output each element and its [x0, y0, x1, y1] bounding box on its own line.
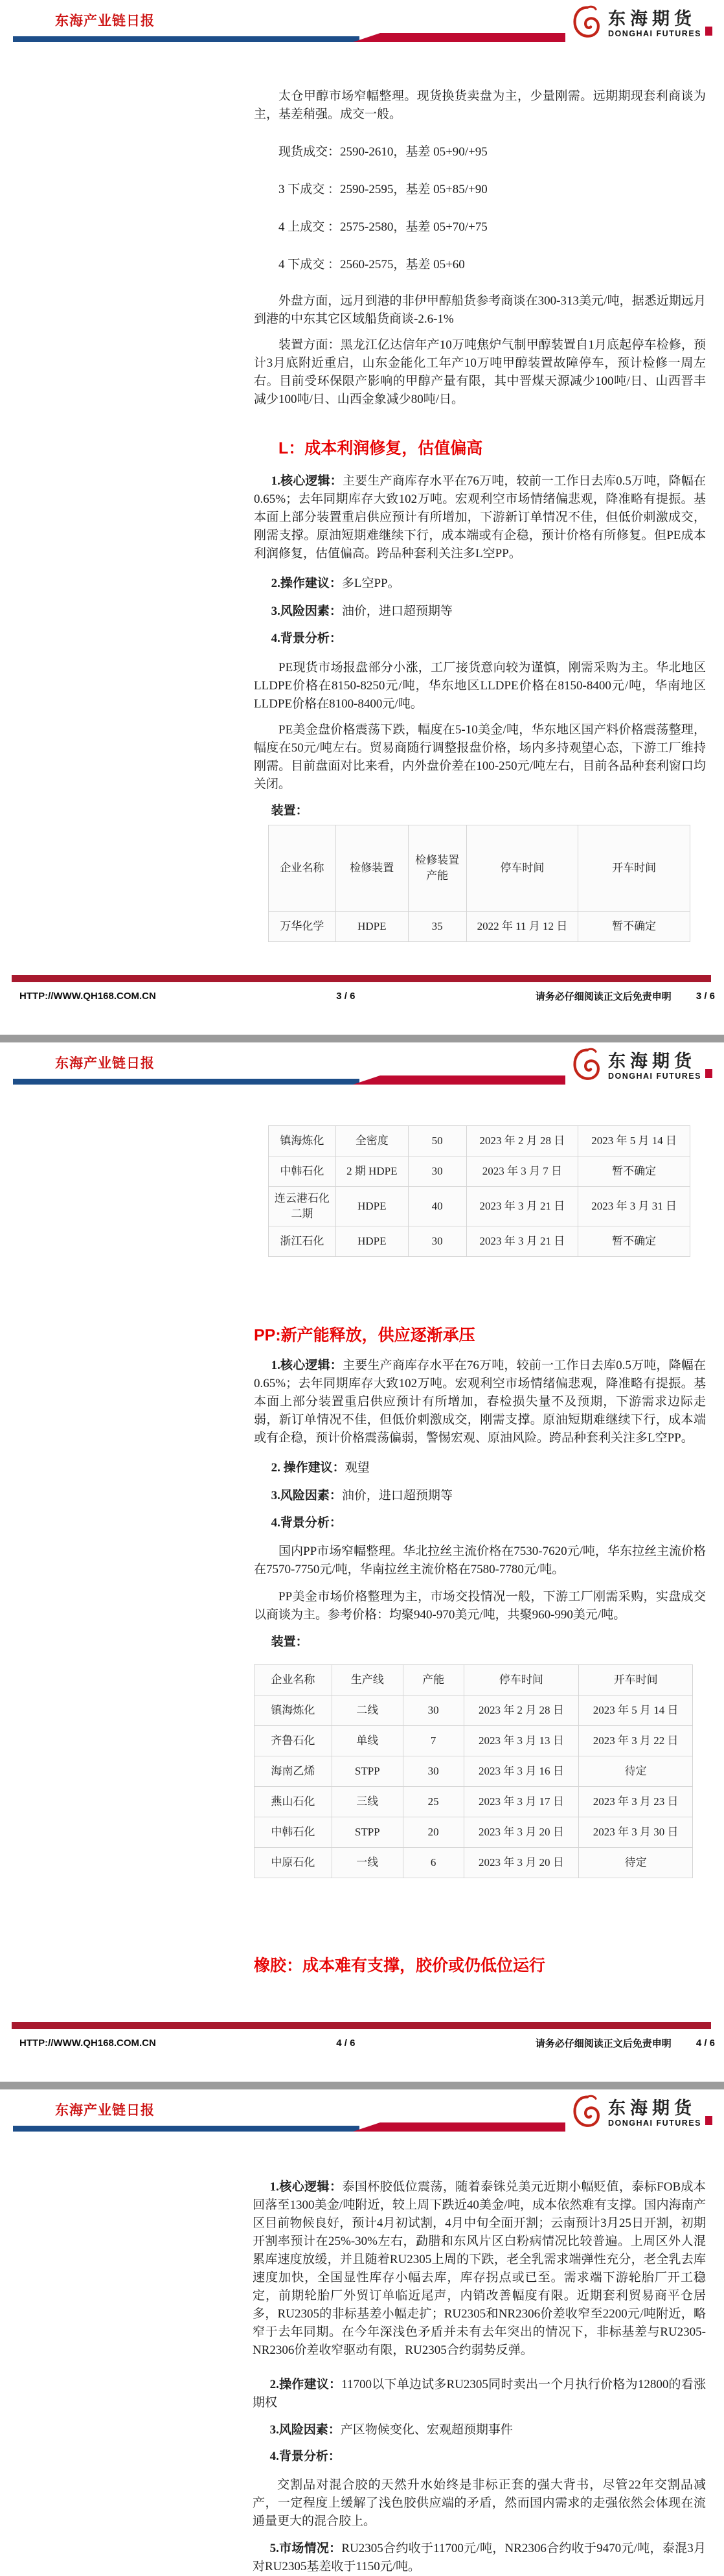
- section-title-pp: PP:新产能释放，供应逐渐承压: [254, 1326, 475, 1344]
- table-header-row: [269, 825, 690, 912]
- item-label: 1.核心逻辑：: [269, 2180, 343, 2194]
- header-rule-blue: [13, 36, 359, 42]
- table-cell: 镇海炼化: [255, 1696, 332, 1726]
- table-cell: HDPE: [335, 912, 408, 942]
- item-label: 2.操作建议：: [269, 2378, 342, 2391]
- footer-disclaimer: 请务必仔细阅读正文后免责申明: [535, 2038, 672, 2049]
- page-content: [254, 1125, 706, 1977]
- header-rule-blue: [13, 2126, 359, 2132]
- table-cell: 2023 年 3 月 7 日: [466, 1156, 578, 1187]
- table-row: [255, 1756, 693, 1787]
- table-cell: 2023 年 3 月 16 日: [464, 1756, 579, 1787]
- table-header-cell: 停车时间: [466, 825, 578, 912]
- pe-usd-paragraph: PE美金盘价格震荡下跌，幅度在5-10美金/吨，华东地区国产料价格震荡整理，幅度在50元/吨左右。贸易商随行调整报盘价格，场内多持观望心态，下游工厂维持刚需。目前盘面对比来看，内外盘价差在100-250元/吨左右，目前各品种套利窗口均关闭。: [254, 723, 706, 791]
- footer-page-number-right: 4 / 6: [696, 2038, 715, 2049]
- table-cell: 2023 年 3 月 23 日: [579, 1787, 693, 1817]
- table-cell: 7: [403, 1726, 464, 1756]
- item-label: 装置：: [271, 804, 308, 818]
- table-cell: 30: [403, 1756, 464, 1787]
- pp-usd-paragraph: PP美金市场价格整理为主，市场交投情况一般，下游工厂刚需采购，实盘成交以商谈为主。参考价格：均聚940-970美元/吨，共聚960-990美元/吨。: [254, 1590, 706, 1622]
- item-text: 产区物候变化、宏观超预期事件: [340, 2423, 513, 2437]
- item-text: 泰国杯胶低位震荡，随着泰铢兑美元近期小幅贬值，泰标FOB成本回落至1300美金/吨附近，较上周下跌近40美金/吨，成本依然难有支撑。国内海南产区目前物候良好，预计4月初试割，4月中旬全面开割；云南预计3月25日开割，初期开割率预计在25%-30%左右，勐腊和东风片区白粉病情况比较普遍。上周区外人混累库速度放缓，并且随着RU2305上周的下跌，老全乳需求端弹性充分，老全乳去库速度加快，全国显性库存小幅去库，库存拐点或已至。需求端下游轮胎厂开工稳定，前期轮胎厂外贸订单临近尾声，内销改善幅度有限。近期套利贸易商平仓居多，RU2305的非标基差小幅走扩；RU2305和NR2306价差收窄至2200元/吨附近，略窄于去年同期。在今年深浅色矛盾并未有去年突出的情况下，非标基差与RU2305-NR2306价差收窄驱动有限，RU2305合约弱势反弹。: [253, 2180, 706, 2357]
- pe-maintenance-table-continued: [268, 1125, 690, 1257]
- item-label: 4.背景分析：: [271, 1516, 342, 1530]
- item-text: 11700以下单边试多RU2305同时卖出一个月执行价格为12800的看涨期权: [253, 2378, 706, 2409]
- table-cell: STPP: [332, 1756, 403, 1787]
- pe-risk: [254, 603, 706, 621]
- logo-text: [608, 1053, 701, 1081]
- table-cell: 待定: [579, 1848, 693, 1878]
- table-header-cell: 检修装置: [335, 825, 408, 912]
- section-title-pe: L：成本利润修复，估值偏高: [278, 439, 483, 457]
- item-text: 主要生产商库存水平在76万吨，较前一工作日去库0.5万吨，降幅在0.65%；去年同期库存大致102万吨。宏观利空市场情绪偏悲观，降准略有提振。基本面上部分装置重启供应预计有所增加，春检损失量不及预期，下游需求边际走弱，新订单情况不佳，但低价刺激成交，刚需支撑。原油短期难继续下行，成本端或有企稳，预计价格震荡偏弱，警惕宏观、原油风险。跨品种套利关注多L空PP。: [254, 1359, 706, 1445]
- report-page-4: [0, 1042, 724, 2082]
- footer-text-row: [19, 989, 715, 1003]
- page-header: [0, 0, 724, 52]
- table-header-row: [255, 1665, 693, 1696]
- table-header-cell: 开车时间: [578, 825, 690, 912]
- logo-english-name: DONGHAI FUTURES: [607, 29, 701, 39]
- pp-core-logic: [254, 1357, 706, 1447]
- table-cell: 暂不确定: [578, 1226, 690, 1257]
- table-cell: 2023 年 2 月 28 日: [466, 1126, 578, 1156]
- header-rule: [13, 1075, 627, 1085]
- table-cell: 2023 年 3 月 20 日: [464, 1848, 579, 1878]
- spot-deal-line: 4 上成交 ：2575-2580，基差 05+70/+75: [278, 220, 488, 234]
- table-row: [269, 1156, 690, 1187]
- item-label: 3.风险因素：: [269, 2423, 341, 2437]
- table-cell: 2023 年 3 月 22 日: [579, 1726, 693, 1756]
- pe-maintenance-table: [268, 825, 690, 942]
- item-label: 1.核心逻辑：: [271, 474, 343, 488]
- company-logo: [565, 2092, 715, 2135]
- page-header: [0, 1042, 724, 1094]
- item-text: 油价，进口超预期等: [341, 1489, 453, 1502]
- table-row: [255, 1726, 693, 1756]
- pp-device-label: [254, 1633, 706, 1651]
- logo-chinese-name: 东海期货: [607, 9, 696, 29]
- pp-background-label: [254, 1514, 706, 1532]
- dragon-logo-icon: [571, 1046, 604, 1087]
- table-cell: 30: [408, 1156, 466, 1187]
- table-header-cell: 企业名称: [255, 1665, 332, 1696]
- rubber-background-label: [253, 2448, 706, 2466]
- spot-deal-line: 4 下成交 ：2560-2575，基差 05+60: [278, 258, 465, 271]
- table-cell: 25: [403, 1787, 464, 1817]
- report-page-5: [0, 2089, 724, 2573]
- footer-url: HTTP://WWW.QH168.COM.CN: [19, 2038, 156, 2049]
- table-row: [255, 1848, 693, 1878]
- table-cell: STPP: [332, 1817, 403, 1848]
- logo-chinese-name: 东海期货: [607, 2099, 696, 2119]
- page-separator: [0, 1035, 724, 1042]
- table-cell: 镇海炼化: [269, 1126, 336, 1156]
- rubber-advice: [253, 2376, 706, 2412]
- footer-page-number-right: 3 / 6: [696, 991, 715, 1002]
- page-header: [0, 2089, 724, 2141]
- table-row: [269, 1126, 690, 1156]
- spot-deal-line: 现货成交：2590-2610，基差 05+90/+95: [278, 145, 488, 159]
- footer-url: HTTP://WWW.QH168.COM.CN: [19, 991, 156, 1002]
- header-rule: [13, 32, 627, 43]
- table-header-cell: 生产线: [332, 1665, 403, 1696]
- report-title: 东海产业链日报: [55, 1056, 155, 1071]
- logo-english-name: DONGHAI FUTURES: [607, 2119, 701, 2128]
- table-cell: 2023 年 3 月 31 日: [578, 1187, 690, 1226]
- footer-rule: [12, 2022, 711, 2029]
- table-cell: 海南乙烯: [255, 1756, 332, 1787]
- dragon-logo-icon: [571, 4, 604, 45]
- item-text: 观望: [345, 1461, 370, 1475]
- pe-core-logic: [254, 472, 706, 563]
- pe-background-label: [254, 630, 706, 648]
- spot-deal-line: 3 下成交 ：2590-2595，基差 05+85/+90: [278, 183, 488, 196]
- rubber-risk: [253, 2421, 706, 2439]
- table-cell: 2023 年 3 月 21 日: [466, 1187, 578, 1226]
- footer-disclaimer: 请务必仔细阅读正文后免责申明: [535, 991, 672, 1002]
- item-label: 2. 操作建议：: [271, 1461, 345, 1475]
- methanol-intro-paragraph: 太仓甲醇市场窄幅整理。现货换货卖盘为主，少量刚需。远期期现套利商谈为主，基差稍强。成交一般。: [254, 89, 706, 121]
- item-label: 4.背景分析：: [271, 632, 342, 645]
- table-row: [255, 1787, 693, 1817]
- table-cell: 40: [408, 1187, 466, 1226]
- methanol-device-paragraph: 装置方面：黑龙江亿达信年产10万吨焦炉气制甲醇装置自1月底起停车检修，预计3月底附近重启，山东金能化工年产10万吨甲醇装置故障停车，预计检修一周左右。目前受环保限产影响的甲醇产量有限，其中晋煤天源减少100吨/日、山西晋丰减少100吨/日、山西金象减少80吨/日。: [254, 338, 706, 406]
- logo-text: [608, 10, 701, 38]
- section-title-rubber: 橡胶：成本难有支撑，胶价或仍低位运行: [254, 1957, 546, 1975]
- footer-page-number: 4 / 6: [336, 2038, 356, 2049]
- pp-risk: [254, 1487, 706, 1505]
- table-row: [269, 1187, 690, 1226]
- table-cell: 二线: [332, 1696, 403, 1726]
- report-page-3: [0, 0, 724, 1035]
- company-logo: [565, 1045, 715, 1088]
- pe-device-label: [254, 802, 706, 820]
- footer-rule: [12, 975, 711, 982]
- table-cell: 全密度: [335, 1126, 408, 1156]
- table-cell: 6: [403, 1848, 464, 1878]
- table-cell: 暂不确定: [578, 912, 690, 942]
- table-cell: 中韩石化: [255, 1817, 332, 1848]
- table-cell: 50: [408, 1126, 466, 1156]
- table-cell: 20: [403, 1817, 464, 1848]
- table-cell: 2022 年 11 月 12 日: [466, 912, 578, 942]
- table-row: [269, 1226, 690, 1257]
- table-cell: 浙江石化: [269, 1226, 336, 1257]
- table-cell: 连云港石化二期: [269, 1187, 336, 1226]
- item-label: 2.操作建议：: [271, 577, 342, 590]
- pe-advice: [254, 575, 706, 593]
- table-cell: 2023 年 3 月 13 日: [464, 1726, 579, 1756]
- header-rule: [13, 2122, 627, 2132]
- item-text: 多L空PP。: [341, 577, 400, 590]
- item-label: 装置：: [271, 1635, 308, 1649]
- item-label: 3.风险因素：: [271, 604, 342, 618]
- table-cell: 万华化学: [269, 912, 336, 942]
- rubber-core-logic: [253, 2178, 706, 2360]
- table-header-cell: 检修装置产能: [408, 825, 466, 912]
- table-header-cell: 开车时间: [579, 1665, 693, 1696]
- table-row: [255, 1817, 693, 1848]
- logo-red-square: [705, 2116, 712, 2125]
- rubber-market: [253, 2540, 706, 2576]
- table-cell: 中原石化: [255, 1848, 332, 1878]
- pe-spot-paragraph: PE现货市场报盘部分小涨，工厂接货意向较为谨慎，刚需采购为主。华北地区LLDPE价格在8150-8250元/吨，华东地区LLDPE价格在8150-8400元/吨，华南地区LLDPE价格在8100-8400元/吨。: [254, 661, 706, 711]
- table-cell: 2023 年 2 月 28 日: [464, 1696, 579, 1726]
- table-cell: 待定: [579, 1756, 693, 1787]
- item-label: 5.市场情况：: [269, 2542, 342, 2555]
- table-cell: 2023 年 3 月 17 日: [464, 1787, 579, 1817]
- table-row: [269, 912, 690, 942]
- table-cell: 齐鲁石化: [255, 1726, 332, 1756]
- page-footer: [0, 975, 724, 1035]
- table-cell: 2023 年 3 月 21 日: [466, 1226, 578, 1257]
- page-content: [254, 87, 706, 942]
- pp-domestic-paragraph: 国内PP市场窄幅整理。华北拉丝主流价格在7530-7620元/吨，华东拉丝主流价格在7570-7750元/吨，华南拉丝主流价格在7580-7780元/吨。: [254, 1545, 706, 1576]
- footer-page-number: 3 / 6: [336, 991, 356, 1002]
- rubber-background-paragraph: 交割品对混合胶的天然升水始终是非标正套的强大背书，尽管22年交割品减产，一定程度上缓解了浅色胶供应端的矛盾，然而国内需求的走强依然会体现在流通量更大的混合胶上。: [253, 2478, 706, 2528]
- report-title: 东海产业链日报: [55, 2103, 155, 2118]
- table-cell: 中韩石化: [269, 1156, 336, 1187]
- report-title: 东海产业链日报: [55, 14, 155, 29]
- table-row: [255, 1696, 693, 1726]
- table-cell: HDPE: [335, 1187, 408, 1226]
- table-cell: 2023 年 3 月 30 日: [579, 1817, 693, 1848]
- table-cell: 2023 年 3 月 20 日: [464, 1817, 579, 1848]
- table-cell: HDPE: [335, 1226, 408, 1257]
- page-separator: [0, 2082, 724, 2089]
- footer-text-row: [19, 2036, 715, 2050]
- company-logo: [565, 3, 715, 46]
- methanol-external-paragraph: 外盘方面，远月到港的非伊甲醇船货参考商谈在300-313美元/吨，据悉近期远月到港的中东其它区域船货商谈-2.6-1%: [254, 294, 706, 326]
- item-text: 主要生产商库存水平在76万吨，较前一工作日去库0.5万吨，降幅在0.65%；去年同期库存大致102万吨。宏观利空市场情绪偏悲观，降准略有提振。基本面上部分装置重启供应预计有所增加，下游新订单情况不佳，但低价刺激成交，刚需支撑。原油短期难继续下行，成本端或有企稳，预计价格有所修复。但PE成本利润修复，估值偏高。跨品种套利关注多L空PP。: [254, 474, 706, 560]
- item-label: 1.核心逻辑：: [271, 1359, 343, 1372]
- table-cell: 一线: [332, 1848, 403, 1878]
- table-cell: 2023 年 5 月 14 日: [579, 1696, 693, 1726]
- table-header-cell: 企业名称: [269, 825, 336, 912]
- table-cell: 35: [408, 912, 466, 942]
- table-cell: 三线: [332, 1787, 403, 1817]
- item-label: 4.背景分析：: [269, 2450, 341, 2463]
- item-label: 3.风险因素：: [271, 1489, 342, 1502]
- logo-red-square: [705, 1069, 712, 1078]
- table-header-cell: 产能: [403, 1665, 464, 1696]
- table-cell: 30: [408, 1226, 466, 1257]
- pp-maintenance-table: [254, 1664, 693, 1878]
- page-footer: [0, 2022, 724, 2082]
- dragon-logo-icon: [571, 2093, 604, 2134]
- table-header-cell: 停车时间: [464, 1665, 579, 1696]
- header-rule-blue: [13, 1079, 359, 1085]
- item-text: RU2305合约收于11700元/吨，NR2306合约收于9470元/吨，泰混3月对RU2305基差收于1150元/吨。: [253, 2542, 706, 2573]
- table-cell: 2 期 HDPE: [335, 1156, 408, 1187]
- pp-advice: [254, 1459, 706, 1477]
- logo-chinese-name: 东海期货: [607, 1052, 696, 1072]
- table-cell: 单线: [332, 1726, 403, 1756]
- logo-text: [608, 2100, 701, 2128]
- logo-english-name: DONGHAI FUTURES: [607, 1072, 701, 1081]
- item-text: 油价，进口超预期等: [341, 604, 453, 618]
- logo-red-square: [705, 27, 712, 36]
- table-cell: 30: [403, 1696, 464, 1726]
- table-cell: 燕山石化: [255, 1787, 332, 1817]
- table-cell: 暂不确定: [578, 1156, 690, 1187]
- page-content: [253, 2178, 706, 2576]
- table-cell: 2023 年 5 月 14 日: [578, 1126, 690, 1156]
